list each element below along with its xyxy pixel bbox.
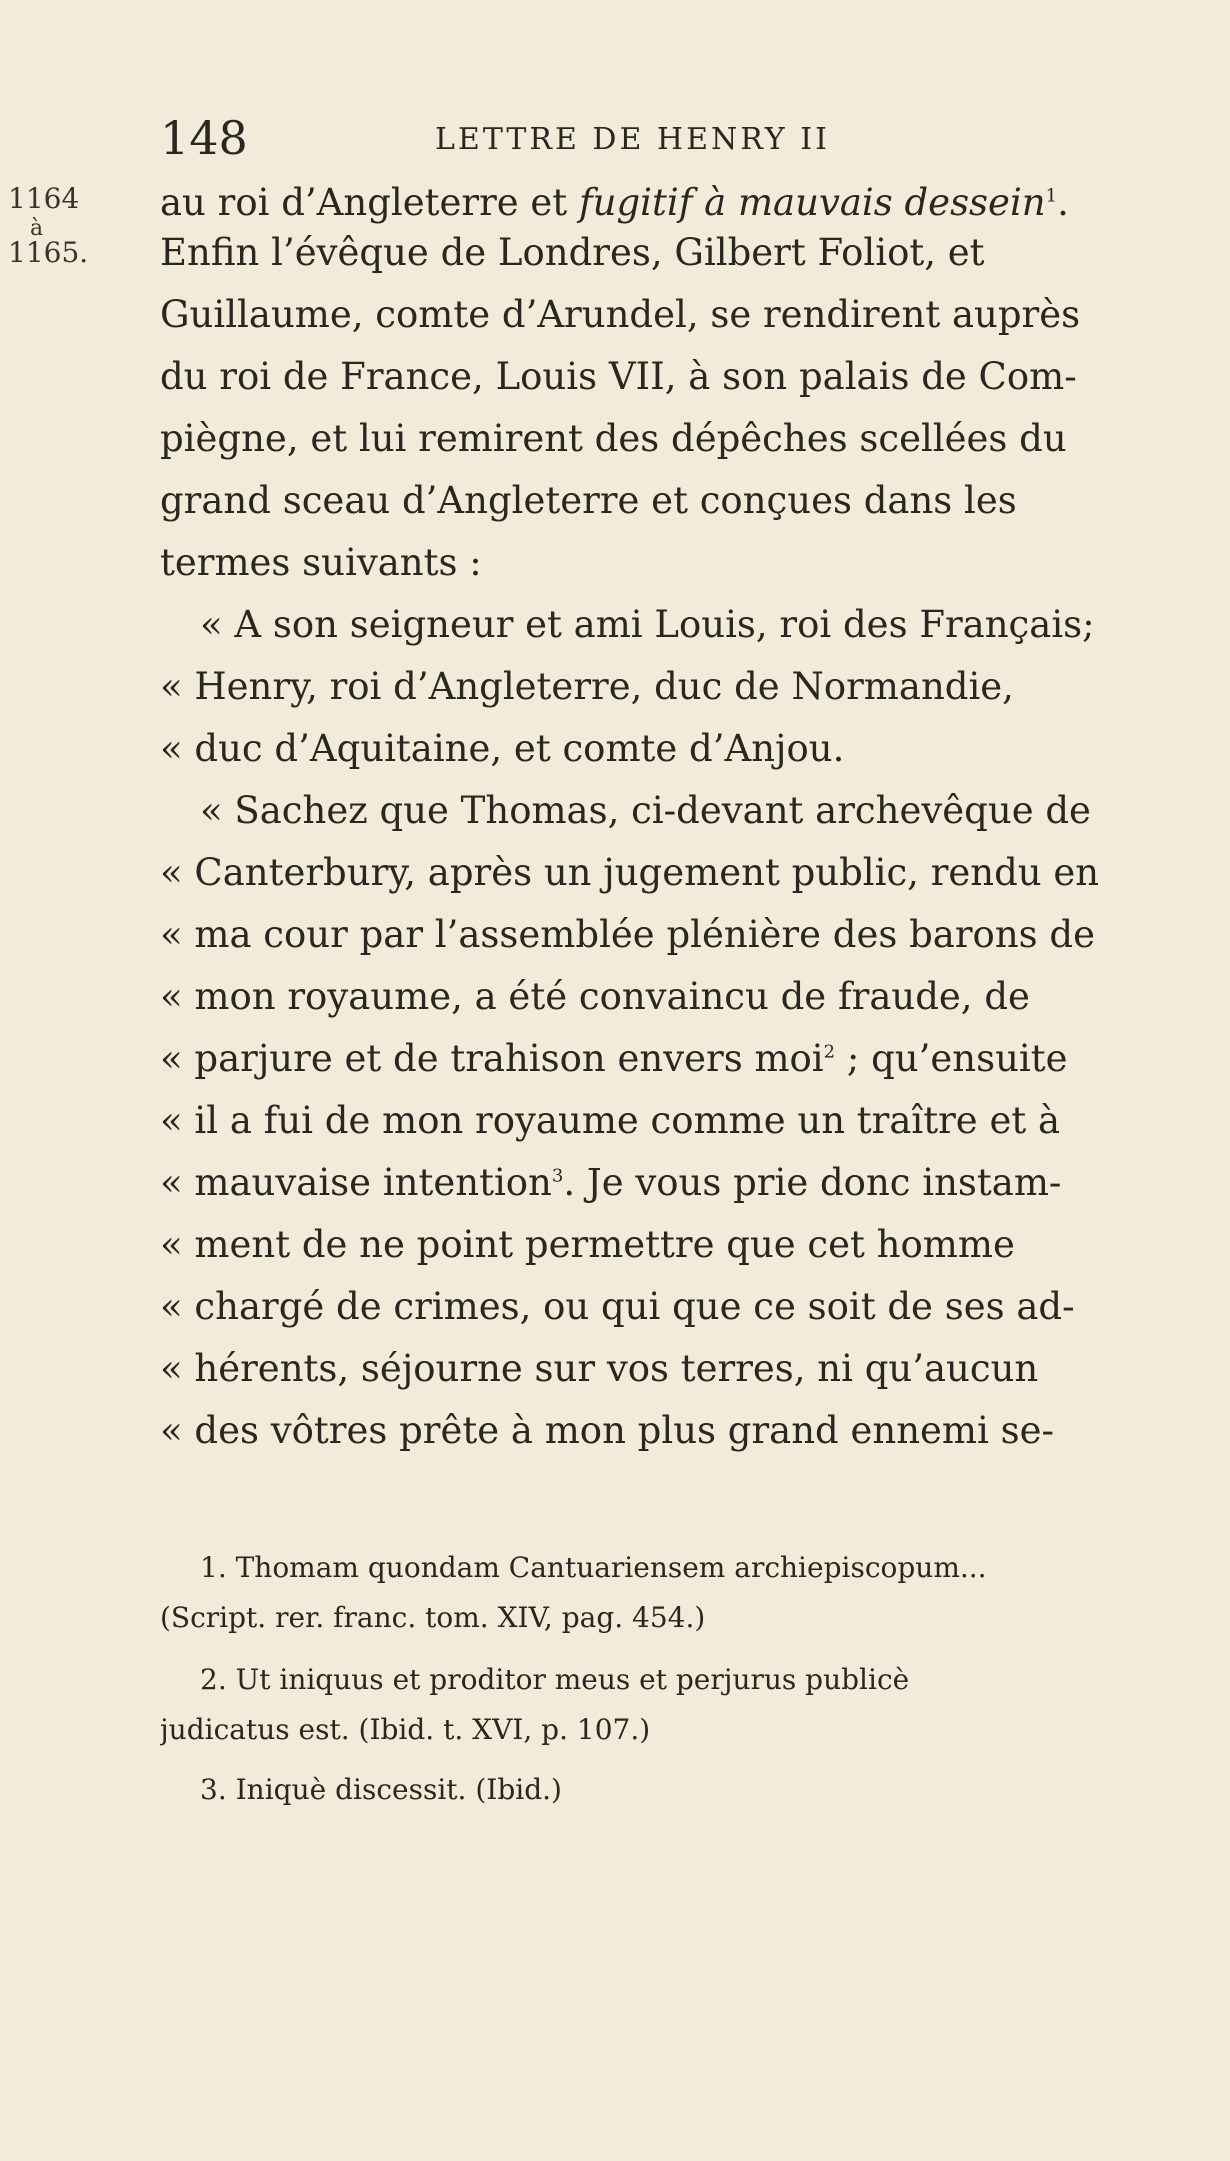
footnote-2-line-2: judicatus est. (Ibid. t. XVI, p. 107.) [160, 1713, 651, 1746]
text-line-18: « ment de ne point permettre que cet homme [160, 1223, 1015, 1266]
margin-a: à [30, 216, 44, 241]
page-header [160, 108, 1170, 168]
running-title: LETTRE DE HENRY II [435, 122, 830, 157]
text-line-4: du roi de France, Louis VII, à son palais de Com- [160, 355, 1077, 398]
text-line-6: grand sceau d’Angleterre et conçues dans les [160, 479, 1017, 522]
footnote-2-line-1: 2. Ut iniquus et proditor meus et perjurus publicè [200, 1663, 910, 1696]
text-line-5: piègne, et lui remirent des dépêches scellées du [160, 417, 1067, 460]
text-line-14: « mon royaume, a été convaincu de fraude, de [160, 975, 1030, 1018]
text-line-10: « duc d’Aquitaine, et comte d’Anjou. [160, 727, 845, 770]
text-line-12: « Canterbury, après un jugement public, rendu en [160, 851, 1100, 894]
text-line-7: termes suivants : [160, 541, 482, 584]
text-line-11: « Sachez que Thomas, ci-devant archevêque de [200, 789, 1091, 832]
footnote-1-line-2: (Script. rer. franc. tom. XIV, pag. 454.) [160, 1601, 706, 1634]
text-line-1: au roi d’Angleterre et fugitif à mauvais dessein$^1$. [160, 181, 1069, 224]
text-line-15: « parjure et de trahison envers moi$^2$ ; qu’ensuite [160, 1037, 1068, 1080]
text-line-3: Guillaume, comte d’Arundel, se rendirent auprès [160, 293, 1081, 336]
text-line-17: « mauvaise intention$^3$. Je vous prie donc instam- [160, 1161, 1062, 1204]
footnote-3: 3. Iniquè discessit. (Ibid.) [200, 1773, 562, 1806]
text-line-20: « hérents, séjourne sur vos terres, ni qu’aucun [160, 1347, 1039, 1390]
text-line-9: « Henry, roi d’Angleterre, duc de Normandie, [160, 665, 1014, 708]
page-number: 148 [160, 111, 248, 165]
text-line-13: « ma cour par l’assemblée plénière des barons de [160, 913, 1095, 956]
text-line-2: Enfin l’évêque de Londres, Gilbert Foliot, et [160, 231, 985, 274]
text-line-8: « A son seigneur et ami Louis, roi des Français; [200, 603, 1095, 646]
footnote-1-line-1: 1. Thomam quondam Cantuariensem archiepiscopum... [200, 1551, 987, 1584]
text-line-19: « chargé de crimes, ou qui que ce soit de ses ad- [160, 1285, 1075, 1328]
text-line-16: « il a fui de mon royaume comme un traître et à [160, 1099, 1061, 1142]
margin-year-start: 1164 [8, 182, 80, 215]
margin-year-end: 1165. [8, 236, 89, 269]
text-line-21: « des vôtres prête à mon plus grand ennemi se- [160, 1409, 1054, 1452]
